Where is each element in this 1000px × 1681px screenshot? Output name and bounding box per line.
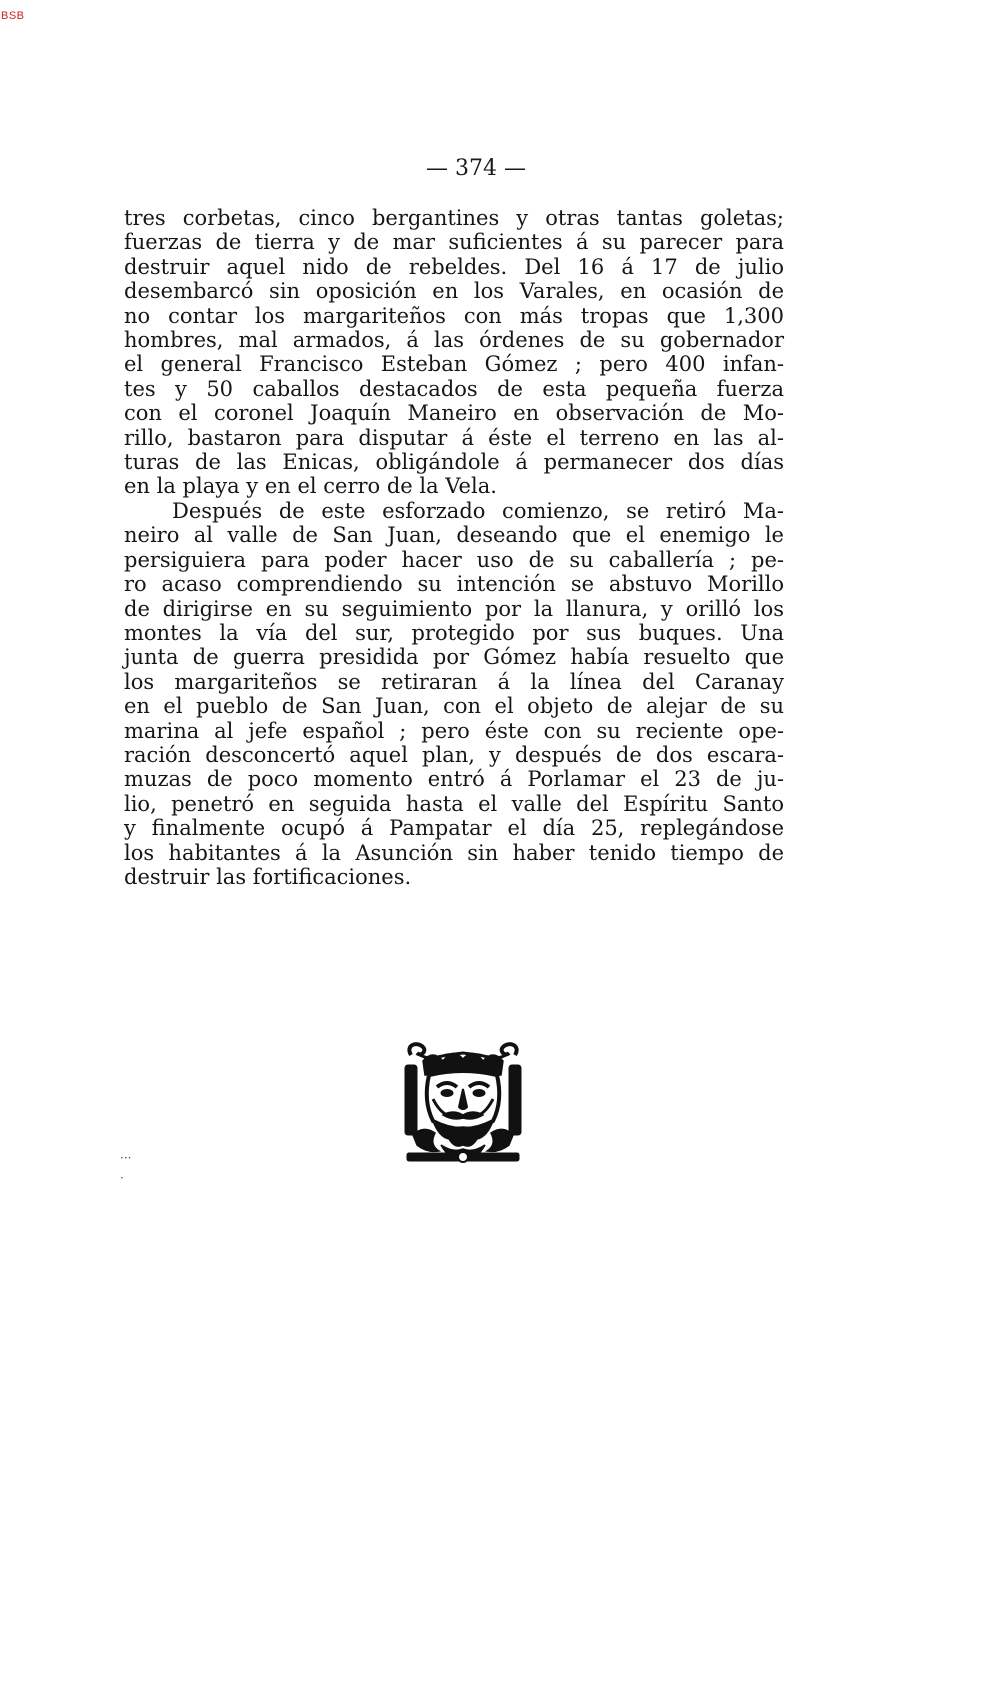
body-text (124, 206, 784, 889)
paragraph-2 (124, 499, 784, 890)
text-line: fuerzas de tierra y de mar suficientes á su parecer para (124, 230, 784, 255)
text-line: montes la vía del sur, protegido por sus buques. Una (124, 620, 784, 645)
text-line: el general Francisco Esteban Gómez ; pero 400 infan- (124, 352, 784, 377)
watermark: BSB (1, 10, 25, 22)
text-line: neiro al valle de San Juan, deseando que el enemigo le (124, 523, 784, 548)
text-line: lio, penetró en seguida hasta el valle del Espíritu Santo (124, 791, 784, 816)
text-line: turas de las Enicas, obligándole á permanecer dos días (124, 450, 784, 475)
mask-ornament-icon (403, 1041, 523, 1163)
page-number: — 374 — (426, 156, 526, 181)
text-line: no contar los margariteños con más tropas que 1,300 (124, 303, 784, 328)
paragraph-1 (124, 206, 784, 499)
text-line: Después de este esforzado comienzo, se retiró Ma- (172, 498, 784, 523)
text-line: destruir las fortificaciones. (124, 864, 412, 889)
text-line: tres corbetas, cinco bergantines y otras tantas goletas; (124, 206, 784, 230)
text-line: con el coronel Joaquín Maneiro en observación de Mo- (124, 401, 784, 426)
text-line: junta de guerra presidida por Gómez había resuelto que (124, 645, 784, 670)
text-line: rillo, bastaron para disputar á éste el terreno en las al- (124, 425, 784, 450)
text-line: en el pueblo de San Juan, con el objeto de alejar de su (124, 694, 784, 719)
text-line: marina al jefe español ; pero éste con su reciente ope- (124, 718, 784, 743)
text-line: ración desconcertó aquel plan, y después de dos escara- (124, 742, 784, 767)
text-line: tes y 50 caballos destacados de esta pequeña fuerza (124, 376, 784, 401)
text-line: ro acaso comprendiendo su intención se abstuvo Morillo (124, 572, 784, 597)
text-line: los margariteños se retiraran á la línea del Caranay (124, 669, 784, 694)
text-line: los habitantes á la Asunción sin haber tenido tiempo de (124, 840, 784, 865)
text-line: muzas de poco momento entró á Porlamar el 23 de ju- (124, 767, 784, 792)
text-line: y finalmente ocupó á Pampatar el día 25, replegándose (124, 816, 784, 841)
text-line: desembarcó sin oposición en los Varales, en ocasión de (124, 279, 784, 304)
print-specks: ··· · (120, 1151, 132, 1185)
text-line: destruir aquel nido de rebeldes. Del 16 á 17 de julio (124, 254, 784, 279)
text-line: persiguiera para poder hacer uso de su caballería ; pe- (124, 547, 784, 572)
text-line: en la playa y en el cerro de la Vela. (124, 474, 497, 499)
text-line: hombres, mal armados, á las órdenes de su gobernador (124, 328, 784, 353)
text-line: de dirigirse en su seguimiento por la llanura, y orilló los (124, 596, 784, 621)
